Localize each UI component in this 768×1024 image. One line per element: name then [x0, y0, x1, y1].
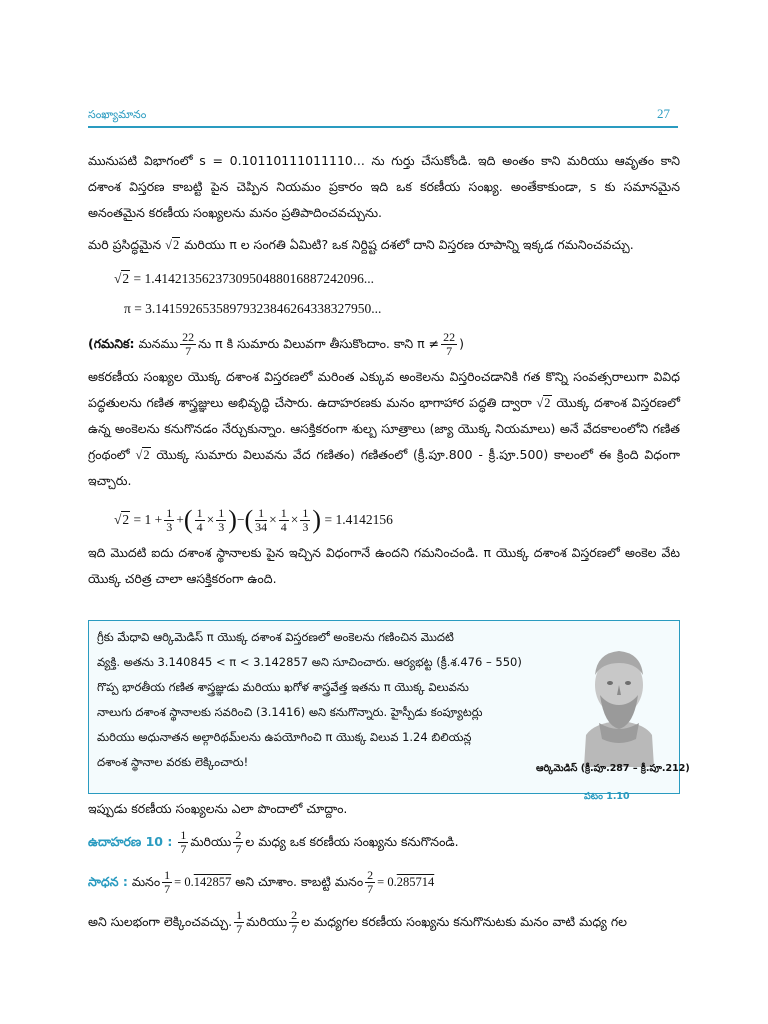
- solution-line: సాధన : మనం $\frac{1}{7}$ = 0.142857 అని చూశాం. కాబట్టి మనం $\frac{2}{7}$ = 0.285714: [88, 867, 435, 896]
- main-content: [88, 148, 680, 598]
- archimedes-portrait: [564, 639, 674, 767]
- page-header: [88, 104, 678, 126]
- paragraph-five-decimal: ఇది మొదటి ఐదు దశాంశ స్థానాలకు పైన ఇచ్చిన విధంగానే ఉందని గమనించండి. π యొక్క దశాంశ విస్తరణలో అంకెల వేట యొక్క చరిత్ర చాలా ఆసక్తికరంగా ఉంది.: [88, 545, 680, 586]
- paragraph-history: అకరణీయ సంఖ్యల యొక్క దశాంశ విస్తరణలో మరింత ఎక్కువ అంకెలను విస్తరించడానికి గత కొన్ని సంవత్సరాలుగా వివిధ పద్ధతులను గణిత శాస్త్రజ్ఞులు అభివృద్ధి చేసారు. ఉదాహరణకు మనం భాగాహార పద్ధతి ద్వారా √2 యొక్క దశాంశ విస్తరణలో ఉన్న అంకెలను కనుగొనడం నేర్చుకున్నాం. ఆసక్తికరంగా శుల్బ సూత్రాలు (జ్యా యొక్క నియమాలు) అనే వేదకాలంలోని గణిత గ్రంథంలో √2 యొక్క సుమారు విలువను వేద గణితం) గణితంలో (క్రీ.పూ.800 - క్రీ.పూ.500) కాలంలో ఈ క్రింది విధంగా ఇచ్చారు.: [88, 369, 680, 488]
- example-10: ఉదాహరణ 10 : $\frac{1}{7}$ మరియు $\frac{2}{7}$ ల మధ్య ఒక కరణీయ సంఖ్యను కనుగొనండి.: [88, 827, 459, 856]
- sqrt-symbol: √2: [165, 238, 180, 252]
- note-pi-approximation: (గమనిక: మనము $\frac{22}{7}$ ను π కి సుమారు విలువగా తీసుకొందాం. కాని π ≠ $\frac{22}{7}$ ): [88, 329, 464, 358]
- paragraph-how-to-obtain: ఇప్పుడు కరణీయ సంఖ్యలను ఎలా పొందాలో చూద్దాం.: [88, 801, 348, 816]
- equation-sulba-expansion: √2 = 1 + $\frac{1}{3}$ + ( $\frac{1}{4}$ × $\frac{1}{3}$ ) − ( $\frac{1}{34}$ × $\frac{1}{4}$ × $\frac{1}{3}$ ) = 1.4142156: [114, 505, 393, 534]
- equation-sqrt2-value: √2 = 1.41421356237309504880168872420​96...: [114, 271, 375, 286]
- page-number: 27: [657, 106, 670, 121]
- figure-label: పటం 1.10: [584, 791, 630, 802]
- header-rule: [88, 126, 678, 128]
- fraction-22-7-b: $\frac{22}{7}$: [443, 329, 456, 358]
- closing-line: అని సులభంగా లెక్కించవచ్చు. $\frac{1}{7}$ మరియు $\frac{2}{7}$ ల మధ్యగల కరణీయ సంఖ్యను కనుగొనుటకు మనం వాటి మధ్య గల: [88, 907, 627, 936]
- fraction-22-7: $\frac{22}{7}$: [182, 329, 195, 358]
- paragraph-sqrt2-pi: మరి ప్రసిద్ధమైన √2 మరియు π ల సంగతి ఏమిటి? ఒక నిర్దిష్ట దశలో దాని విస్తరణ రూపాన్ని ఇక్కడ గమనించవచ్చు.: [88, 237, 634, 252]
- portrait-caption: ఆర్కిమెడిస్ (క్రీ.పూ.287 – క్రీ.పూ.212): [536, 763, 690, 774]
- running-title: సంఖ్యామానం: [88, 108, 147, 121]
- example-section: [88, 796, 680, 942]
- paragraph-s-expansion: మునుపటి విభాగంలో s = 0.10110111011110... ను గుర్తు చేసుకోండి. ఇది అంతం కాని మరియు ఆవృతం కాని దశాంశ విస్తరణ కాబట్టి పైన చెప్పిన నియమం ప్రకారం ఇది ఒక కరణీయ సంఖ్య. అంతేకాకుండా, s కు సమానమైన అనంతమైన కరణీయ సంఖ్యలను మనం ప్రతిపాదించవచ్చును.: [88, 153, 680, 220]
- archimedes-info-box: [88, 620, 690, 794]
- info-box-text: గ్రీకు మేధావి ఆర్కిమెడిస్ π యొక్క దశాంశ విస్తరణలో అంకెలను గణించిన మొదటి వ్యక్తి. అతను 3.140845 < π < 3.142857 అని సూచించారు. ఆర్యభట్ట (క్రీ.శ.476 – 550) గొప్ప భారతీయ గణిత శాస్త్రజ్ఞుడు మరియు ఖగోళ శాస్త్రవేత్త ఇతను π యొక్క విలువను నాలుగు దశాంశ స్థానాలకు సవరించి (3.1416) అని కనుగొన్నారు. హైస్పీడు కంప్యూటర్లు మరియు అధునాతన అల్గారిథమ్‌లను ఉపయోగించి π యొక్క విలువ 1.24 బిలియన్ల దశాంశ స్థానాల వరకు లెక్కించారు!: [97, 630, 522, 769]
- equation-pi-value: π = 3.14159265358979323846264338327950...: [124, 301, 382, 316]
